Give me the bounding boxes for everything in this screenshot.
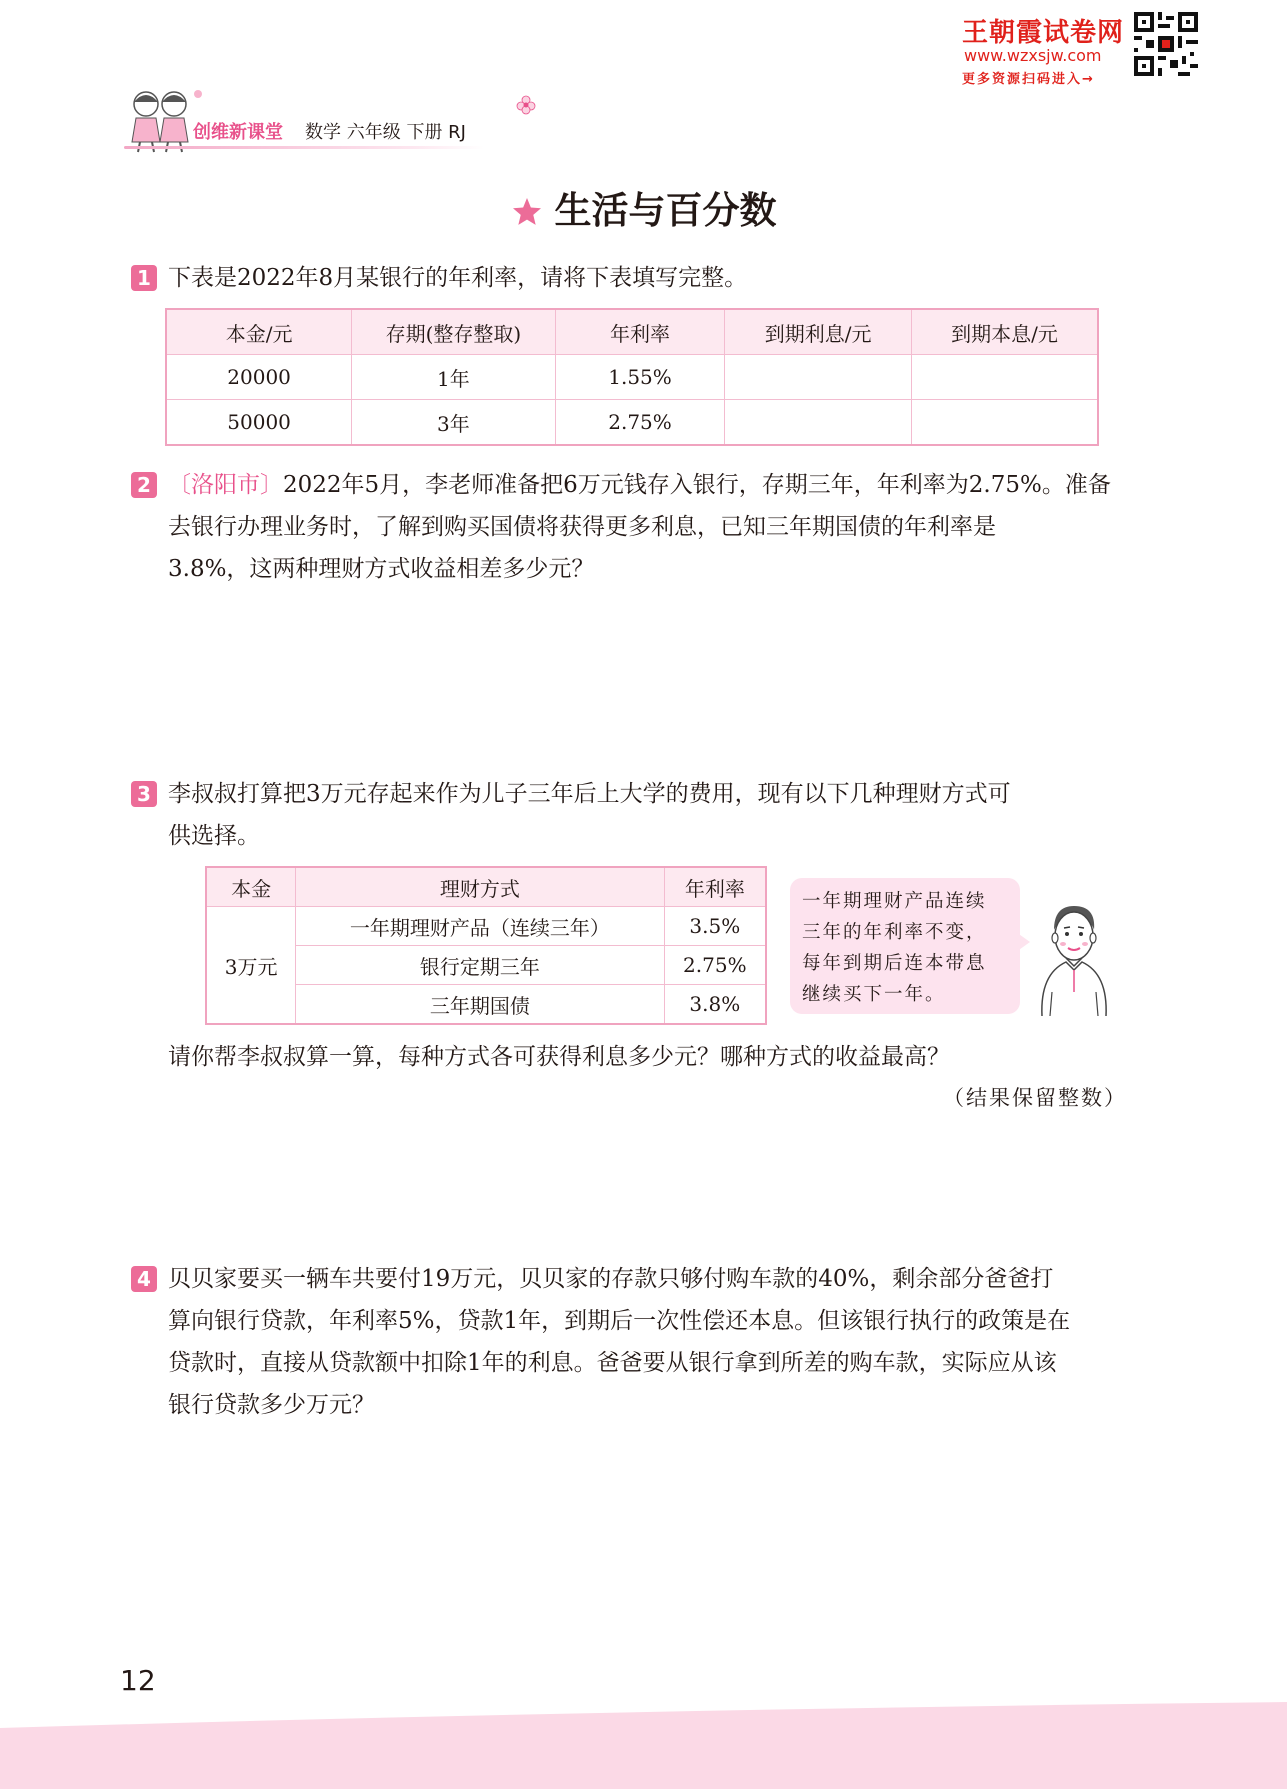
column-header: 存期(整存整取): [352, 309, 556, 355]
column-header: 年利率: [664, 867, 766, 907]
answer-cell[interactable]: [725, 355, 912, 400]
book-subject: 数学 六年级 下册 RJ: [305, 122, 466, 143]
question-2-line-2: 去银行办理业务时，了解到购买国债将获得更多利息，已知三年期国债的年利率是: [168, 514, 996, 540]
speech-line: 一年期理财产品连续: [802, 891, 987, 912]
table-cell: 2.75%: [555, 400, 725, 446]
column-header: 年利率: [555, 309, 725, 355]
page-number: 12: [120, 1664, 156, 1697]
investment-options-table: [205, 866, 767, 1025]
question-3-prompt: 请你帮李叔叔算一算，每种方式各可获得利息多少元？哪种方式的收益最高？: [168, 1044, 950, 1070]
answer-cell[interactable]: [911, 355, 1098, 400]
table-cell: 三年期国债: [296, 985, 664, 1025]
interest-rate-table: [165, 308, 1099, 446]
question-4-line-1: 贝贝家要买一辆车共要付19万元，贝贝家的存款只够付购车款的40%，剩余部分爸爸打: [168, 1266, 1054, 1292]
watermark: [962, 10, 1282, 87]
question-2-line-3: 3.8%，这两种理财方式收益相差多少元？: [168, 556, 595, 582]
page-title: 生活与百分数: [554, 189, 777, 232]
title-block: [0, 180, 1287, 234]
flower-icon: [515, 94, 537, 116]
question-2-line-1: [168, 464, 1111, 506]
question-number: 4: [131, 1266, 157, 1292]
question-number: 3: [131, 781, 157, 807]
table-cell: 一年期理财产品（连续三年）: [296, 907, 664, 946]
table-row: [166, 355, 1098, 400]
question-2-text: 2022年5月，李老师准备把6万元钱存入银行，存期三年，年利率为2.75%。准备: [283, 472, 1111, 498]
speech-bubble: [790, 878, 1020, 1014]
table-cell: 1.55%: [555, 355, 725, 400]
qr-code-icon[interactable]: [1134, 12, 1198, 76]
watermark-subtitle: 更多资源扫码进入→: [962, 72, 1095, 87]
column-header: 到期本息/元: [911, 309, 1098, 355]
column-header: 到期利息/元: [725, 309, 912, 355]
speech-bubble-tail: [1016, 932, 1030, 952]
table-cell: 银行定期三年: [296, 946, 664, 985]
speech-bubble-text: [802, 886, 1012, 1010]
answer-cell[interactable]: [911, 400, 1098, 446]
watermark-title: 王朝霞试卷网: [962, 18, 1125, 48]
table-cell: 3年: [352, 400, 556, 446]
table-cell: 3.5%: [664, 907, 766, 946]
question-3-line-1: 李叔叔打算把3万元存起来作为儿子三年后上大学的费用，现有以下几种理财方式可: [168, 781, 1011, 807]
watermark-url: www.wzxsjw.com: [964, 46, 1102, 65]
table-header-row: [166, 309, 1098, 355]
principal-cell: 3万元: [206, 907, 296, 1025]
table-row: [166, 400, 1098, 446]
table-row: [206, 907, 766, 946]
rounding-note: （结果保留整数）: [943, 1086, 1127, 1110]
table-cell: 3.8%: [664, 985, 766, 1025]
question-4-line-3: 贷款时，直接从贷款额中扣除1年的利息。爸爸要从银行拿到所差的购车款，实际应从该: [168, 1350, 1057, 1376]
question-3-line-2: 供选择。: [168, 823, 260, 849]
table-cell: 20000: [166, 355, 352, 400]
answer-cell[interactable]: [725, 400, 912, 446]
question-4-line-4: 银行贷款多少万元？: [168, 1392, 375, 1418]
question-number: 1: [131, 265, 157, 291]
table-cell: 50000: [166, 400, 352, 446]
table-header-row: [206, 867, 766, 907]
man-illustration-icon: [1030, 900, 1116, 1018]
footer-band: [0, 1700, 1287, 1789]
speech-line: 每年到期后连本带息: [802, 953, 987, 974]
question-number: 2: [131, 472, 157, 498]
column-header: 本金: [206, 867, 296, 907]
header-divider: [124, 146, 484, 149]
column-header: 本金/元: [166, 309, 352, 355]
region-tag: 〔洛阳市〕: [168, 472, 283, 498]
question-1-text: 下表是2022年8月某银行的年利率，请将下表填写完整。: [168, 265, 748, 291]
star-icon: [511, 196, 543, 228]
speech-line: 三年的年利率不变，: [802, 922, 987, 943]
question-4-line-2: 算向银行贷款，年利率5%，贷款1年，到期后一次性偿还本息。但该银行执行的政策是在: [168, 1308, 1071, 1334]
column-header: 理财方式: [296, 867, 664, 907]
brand-name: 创维新课堂: [193, 122, 283, 143]
table-cell: 1年: [352, 355, 556, 400]
speech-line: 继续买下一年。: [802, 984, 946, 1005]
table-cell: 2.75%: [664, 946, 766, 985]
